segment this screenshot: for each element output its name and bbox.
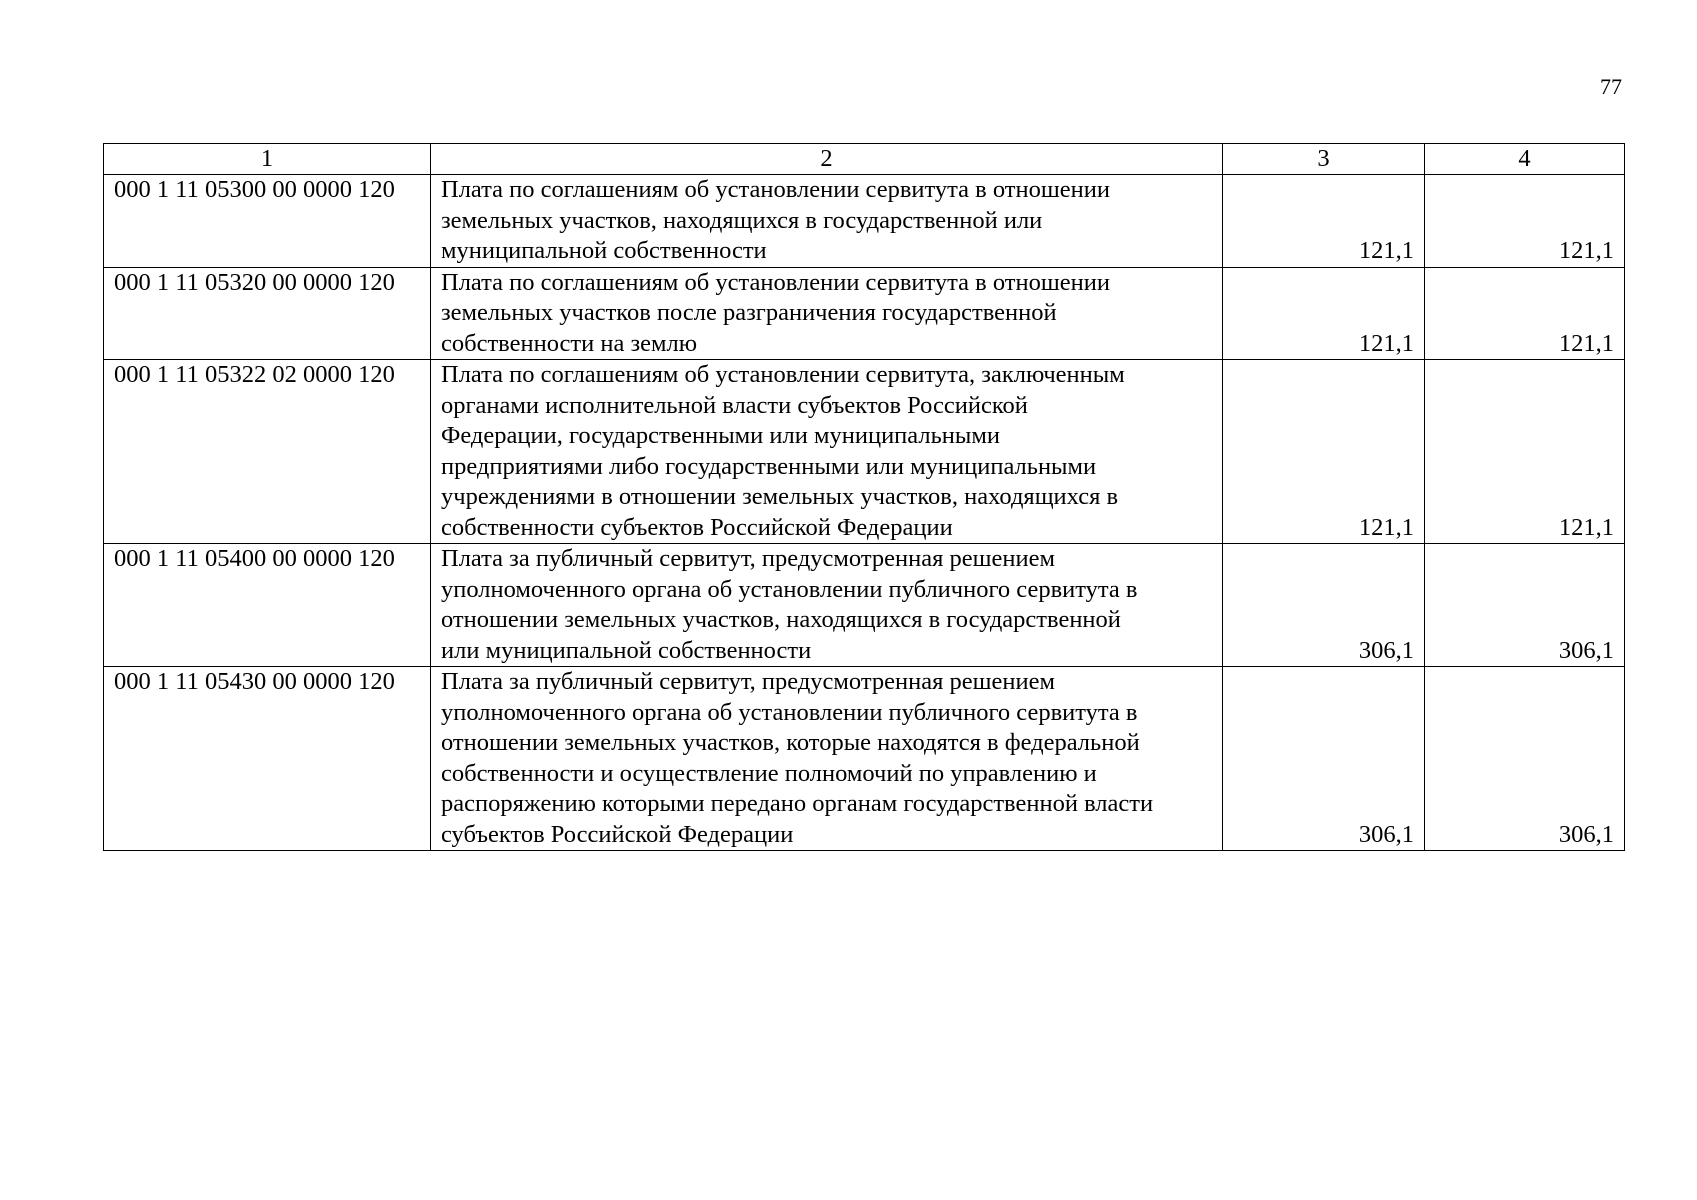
revenue-name-line: отношении земельных участков, находящихся в государственной	[441, 606, 1121, 633]
revenue-name-line: Плата по соглашениям об установлении сервитута в отношении	[441, 176, 1110, 203]
revenue-name-line: Федерации, государственными или муниципальными	[441, 422, 1000, 449]
revenue-name-cell	[431, 175, 1223, 268]
revenue-name-line: собственности на землю	[441, 329, 698, 357]
column-header-2: 2	[431, 144, 1223, 175]
column-header-4: 4	[1425, 144, 1625, 175]
column-3-value: 121,1	[1223, 360, 1425, 544]
revenue-name-line: органами исполнительной власти субъектов Российской	[441, 391, 1028, 419]
revenue-name-line: муниципальной собственности	[441, 237, 767, 264]
revenue-name-line: Плата по соглашениям об установлении сервитута в отношении	[441, 268, 1110, 296]
table-row	[104, 544, 1625, 667]
revenue-name-line: или муниципальной собственности	[441, 636, 812, 664]
column-3-value: 121,1	[1223, 175, 1425, 268]
column-3-value: 306,1	[1223, 667, 1425, 851]
revenue-name-cell	[431, 267, 1223, 360]
column-4-value: 121,1	[1425, 175, 1625, 268]
table-row	[104, 267, 1625, 360]
budget-code-cell: 000 1 11 05320 00 0000 120	[104, 267, 431, 360]
revenue-name-cell	[431, 360, 1223, 544]
revenue-name-line: земельных участков, находящихся в государственной или	[441, 206, 1043, 234]
column-4-value: 306,1	[1425, 667, 1625, 851]
table-row	[104, 175, 1625, 268]
column-4-value: 306,1	[1425, 544, 1625, 667]
budget-code-cell: 000 1 11 05322 02 0000 120	[104, 360, 431, 544]
revenue-name-line: уполномоченного органа об установлении публичного сервитута в	[441, 698, 1138, 726]
revenue-name-line: отношении земельных участков, которые находятся в федеральной	[441, 729, 1140, 756]
column-4-value: 121,1	[1425, 267, 1625, 360]
revenue-name-line: собственности и осуществление полномочий по управлению и	[441, 759, 1097, 787]
column-header-1: 1	[104, 144, 431, 175]
revenue-name-line: уполномоченного органа об установлении публичного сервитута в	[441, 575, 1138, 603]
column-number-row	[104, 144, 1625, 175]
revenue-name-line: предприятиями либо государственными или муниципальными	[441, 452, 1097, 480]
budget-code-cell: 000 1 11 05300 00 0000 120	[104, 175, 431, 268]
budget-revenue-table	[103, 143, 1625, 851]
revenue-name-line: Плата по соглашениям об установлении сервитута, заключенным	[441, 361, 1125, 388]
budget-code-cell: 000 1 11 05430 00 0000 120	[104, 667, 431, 851]
column-4-value: 121,1	[1425, 360, 1625, 544]
revenue-name-line: субъектов Российской Федерации	[441, 820, 794, 848]
revenue-name-line: земельных участков после разграничения государственной	[441, 299, 1057, 326]
page-number: 77	[1600, 74, 1622, 99]
column-3-value: 121,1	[1223, 267, 1425, 360]
revenue-name-line: распоряжению которыми передано органам государственной власти	[441, 790, 1154, 817]
revenue-name-cell	[431, 544, 1223, 667]
column-3-value: 306,1	[1223, 544, 1425, 667]
table-row	[104, 360, 1625, 544]
revenue-name-line: учреждениями в отношении земельных участков, находящихся в	[441, 483, 1119, 510]
revenue-name-cell	[431, 667, 1223, 851]
table-row	[104, 667, 1625, 851]
revenue-name-line: собственности субъектов Российской Федерации	[441, 513, 953, 541]
revenue-name-line: Плата за публичный сервитут, предусмотренная решением	[441, 545, 1055, 572]
revenue-name-line: Плата за публичный сервитут, предусмотренная решением	[441, 668, 1055, 695]
column-header-3: 3	[1223, 144, 1425, 175]
budget-code-cell: 000 1 11 05400 00 0000 120	[104, 544, 431, 667]
